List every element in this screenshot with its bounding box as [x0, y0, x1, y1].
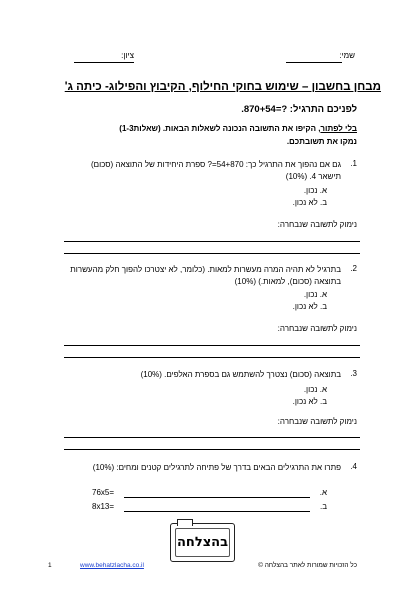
site-link[interactable]: www.behatzlacha.co.il: [80, 562, 144, 569]
question-2-text: בתרגיל לא תהיה המרה מעשרות למאות. (כלומר, לא יצטרכו להפוך חלק מהעשרות בתוצאה (סכום), למאות.) (10%): [70, 265, 341, 286]
question-1-number: 1.: [350, 159, 357, 168]
question-2-option-a[interactable]: א. נכון.: [303, 290, 327, 299]
question-3-answer-line[interactable]: [64, 449, 360, 450]
name-field-line[interactable]: [286, 62, 342, 63]
instructions-text: , הקיפו את התשובה הנכונה לשאלות הבאות. (שאלות1-3): [119, 124, 321, 133]
question-3-option-a[interactable]: א. נכון.: [303, 385, 327, 394]
question-1-answer-line[interactable]: [64, 241, 360, 242]
copyright-notice: כל הזכויות שמורות לאתר בהצלחה ©: [258, 562, 357, 569]
question-3-option-b[interactable]: ב. לא נכון.: [292, 397, 327, 406]
question-4-item-a-expression: 76x5=: [92, 488, 115, 497]
question-3-text: בתוצאה (סכום) נצטרך להשתמש גם בספרת האלפים. (10%): [140, 370, 341, 379]
question-2-option-b[interactable]: ב. לא נכון.: [292, 302, 327, 311]
instructions-emphasis: בלי לפתור: [320, 124, 357, 133]
question-4-number: 4.: [350, 462, 357, 471]
question-3-number: 3.: [350, 369, 357, 378]
question-4-item-b-expression: 8x13=: [92, 502, 115, 511]
instructions-line1: [119, 124, 357, 133]
exercise-statement: לפניכם התרגיל: ?=870+54.: [241, 104, 357, 115]
question-4-item-a-answer-line[interactable]: [124, 497, 310, 498]
question-2-answer-line[interactable]: [64, 357, 360, 358]
page-number: 1: [48, 562, 52, 569]
question-4-item-b-label: ב.: [319, 502, 327, 511]
question-1-answer-line[interactable]: [64, 253, 360, 254]
question-1-text: גם אם נהפוך את התרגיל כך: 54+870=? ספרת היחידות של התוצאה (סכום) תישאר 4. (10%): [91, 160, 341, 181]
logo-tab-shape: [177, 519, 193, 526]
question-4-item-a-label: א.: [319, 488, 327, 497]
grade-field-line[interactable]: [74, 62, 134, 63]
question-1-option-b[interactable]: ב. לא נכון.: [292, 198, 327, 207]
question-3-reason-label: נימוק לתשובה שנבחרה:: [277, 417, 357, 426]
question-3-answer-line[interactable]: [64, 437, 360, 438]
grade-label: ציון:: [121, 51, 134, 60]
question-4-text: פתרו את התרגילים הבאים בדרך של פתיחה לתרגילים קטנים ומחים: (10%): [92, 463, 341, 472]
logo-text: בהצלחה: [175, 528, 230, 557]
question-2-reason-label: נימוק לתשובה שנבחרה:: [277, 324, 357, 333]
question-2-answer-line[interactable]: [64, 345, 360, 346]
name-label: שמי:: [339, 51, 355, 60]
question-1-option-a[interactable]: א. נכון.: [303, 186, 327, 195]
instructions-line2: נמקו את תשובתכם.: [286, 137, 357, 146]
question-2-number: 2.: [350, 264, 357, 273]
question-4-item-b-answer-line[interactable]: [124, 511, 310, 512]
behatzlacha-logo: [170, 523, 235, 562]
page-title: מבחן בחשבון – שימוש בחוקי החילוף, הקיבוץ והפילוג- כיתה ג': [64, 81, 381, 93]
question-1-reason-label: נימוק לתשובה שנבחרה:: [277, 220, 357, 229]
